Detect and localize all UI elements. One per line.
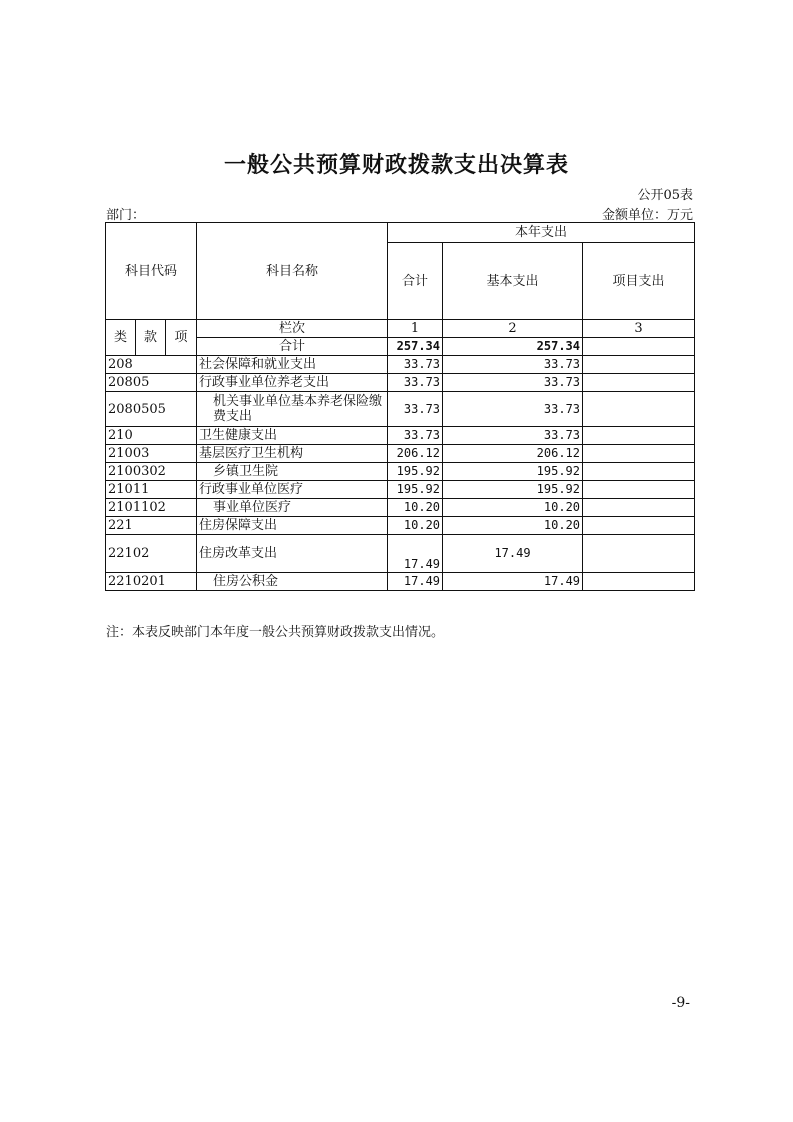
department-label: 部门： [106, 208, 146, 223]
unit-label: 金额单位：万元 [601, 208, 693, 223]
row-name: 事业单位医疗 [197, 499, 388, 517]
row-name: 行政事业单位养老支出 [197, 374, 388, 392]
row-basic: 33.73 [443, 427, 583, 445]
row-code: 210 [106, 427, 197, 445]
row-name: 住房公积金 [197, 573, 388, 591]
row-code: 21011 [106, 481, 197, 499]
row-code: 2100302 [106, 463, 197, 481]
footnote: 注：本表反映部门本年度一般公共预算财政拨款支出情况。 [106, 625, 445, 640]
row-name: 社会保障和就业支出 [197, 356, 388, 374]
table-row [106, 535, 695, 573]
row-total: 10.20 [388, 499, 443, 517]
table-row [106, 392, 695, 427]
row-project [583, 573, 695, 591]
table-row [106, 517, 695, 535]
row-basic: 33.73 [443, 356, 583, 374]
table-row [106, 499, 695, 517]
header-total: 合计 [388, 243, 443, 320]
row-basic: 10.20 [443, 517, 583, 535]
header-year-total: 本年支出 [388, 223, 695, 243]
row-name: 卫生健康支出 [197, 427, 388, 445]
header-project: 项目支出 [583, 243, 695, 320]
row-total: 33.73 [388, 356, 443, 374]
row-total: 206.12 [388, 445, 443, 463]
row-name: 住房改革支出 [197, 535, 388, 573]
header-column: 栏次 [197, 320, 388, 338]
page-title: 一般公共预算财政拨款支出决算表 [223, 152, 569, 178]
row-code: 2210201 [106, 573, 197, 591]
table-row [106, 573, 695, 591]
row-basic: 33.73 [443, 392, 583, 427]
header-xiang: 项 [166, 320, 197, 356]
page-number: -9- [671, 995, 690, 1011]
row-basic: 10.20 [443, 499, 583, 517]
header-col3: 3 [583, 320, 695, 338]
row-project [583, 374, 695, 392]
row-code: 2080505 [106, 392, 197, 427]
row-project [583, 499, 695, 517]
table-row [106, 427, 695, 445]
row-name: 乡镇卫生院 [197, 463, 388, 481]
row-total: 17.49 [388, 573, 443, 591]
table-row [106, 356, 695, 374]
row-project [583, 535, 695, 573]
row-basic: 17.49 [443, 573, 583, 591]
sum-label: 合计 [197, 338, 388, 356]
row-project [583, 445, 695, 463]
row-code: 20805 [106, 374, 197, 392]
row-name: 基层医疗卫生机构 [197, 445, 388, 463]
table-row [106, 445, 695, 463]
row-project [583, 463, 695, 481]
row-project [583, 517, 695, 535]
table-row [106, 374, 695, 392]
row-total: 17.49 [388, 535, 443, 573]
row-name: 行政事业单位医疗 [197, 481, 388, 499]
row-code: 21003 [106, 445, 197, 463]
header-name: 科目名称 [197, 223, 388, 320]
table-row [106, 463, 695, 481]
row-total: 195.92 [388, 481, 443, 499]
row-basic: 195.92 [443, 481, 583, 499]
row-project [583, 481, 695, 499]
header-basic: 基本支出 [443, 243, 583, 320]
row-code: 2101102 [106, 499, 197, 517]
row-basic: 206.12 [443, 445, 583, 463]
row-total: 33.73 [388, 374, 443, 392]
row-code: 208 [106, 356, 197, 374]
row-basic: 17.49 [443, 535, 583, 573]
row-name: 机关事业单位基本养老保险缴费支出 [197, 392, 388, 427]
header-code: 科目代码 [106, 223, 197, 320]
row-total: 33.73 [388, 392, 443, 427]
header-lei: 类 [106, 320, 136, 356]
row-total: 195.92 [388, 463, 443, 481]
sum-total: 257.34 [388, 338, 443, 356]
header-col1: 1 [388, 320, 443, 338]
expenditure-table [105, 222, 695, 591]
table-row [106, 481, 695, 499]
sum-basic: 257.34 [443, 338, 583, 356]
row-project [583, 356, 695, 374]
row-basic: 195.92 [443, 463, 583, 481]
row-total: 10.20 [388, 517, 443, 535]
row-name: 住房保障支出 [197, 517, 388, 535]
row-basic: 33.73 [443, 374, 583, 392]
row-code: 22102 [106, 535, 197, 573]
row-total: 33.73 [388, 427, 443, 445]
sum-project [583, 338, 695, 356]
header-kuan: 款 [136, 320, 166, 356]
row-code: 221 [106, 517, 197, 535]
header-col2: 2 [443, 320, 583, 338]
row-project [583, 392, 695, 427]
form-number: 公开05表 [637, 188, 693, 203]
row-project [583, 427, 695, 445]
